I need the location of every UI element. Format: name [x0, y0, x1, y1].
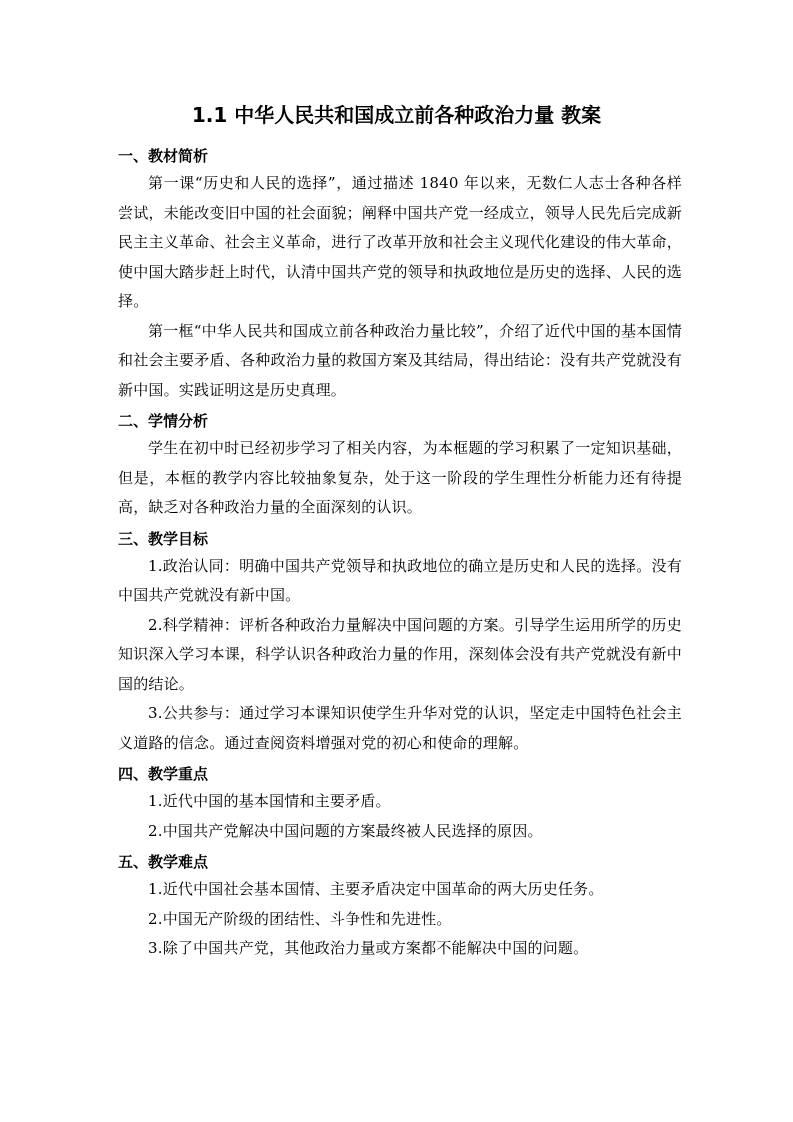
section-key-points — [118, 758, 682, 846]
section-textbook-analysis — [118, 140, 682, 405]
paragraph: 第一课“历史和人民的选择”，通过描述 1840 年以来，无数仁人志士各种各样尝试，未能改变旧中国的社会面貌；阐释中国共产党一经成立，领导人民先后完成新民主主义革命、社会主义革命，进行了改革开放和社会主义现代化建设的伟大革命，使中国大踏步赶上时代，认清中国共产党的领导和执政地位是历史的选择、人民的选择。 — [118, 174, 682, 310]
section-student-analysis — [118, 405, 682, 523]
section-teaching-objectives — [118, 523, 682, 759]
list-item: 1.近代中国社会基本国情、主要矛盾决定中国革命的两大历史任务。 — [148, 880, 604, 898]
list-item: 2.中国无产阶级的团结性、斗争性和先进性。 — [148, 909, 452, 928]
section-heading: 三、教学目标 — [118, 529, 209, 548]
document-body — [118, 140, 682, 964]
section-heading: 四、教学重点 — [118, 765, 209, 783]
section-heading: 二、学情分析 — [118, 412, 209, 430]
section-difficult-points — [118, 846, 682, 964]
list-item: 2.科学精神：评析各种政治力量解决中国问题的方案。引导学生运用所学的历史知识深入学习本课，科学认识各种政治力量的作用，深刻体会没有共产党就没有新中国的结论。 — [118, 615, 682, 693]
section-heading: 一、教材简析 — [118, 147, 209, 165]
section-heading: 五、教学难点 — [118, 853, 209, 871]
list-item: 1.政治认同：明确中国共产党领导和执政地位的确立是历史和人民的选择。没有中国共产党就没有新中国。 — [118, 556, 682, 604]
list-item: 1.近代中国的基本国情和主要矛盾。 — [148, 792, 391, 810]
list-item: 3.除了中国共产党，其他政治力量或方案都不能解决中国的问题。 — [148, 939, 589, 957]
document-title: 1.1 中华人民共和国成立前各种政治力量 教案 — [191, 103, 602, 127]
list-item: 2.中国共产党解决中国问题的方案最终被人民选择的原因。 — [148, 821, 543, 840]
paragraph: 学生在初中时已经初步学习了相关内容，为本框题的学习积累了一定知识基础，但是，本框的教学内容比较抽象复杂，处于这一阶段的学生理性分析能力还有待提高，缺乏对各种政治力量的全面深刻的认识。 — [118, 439, 682, 516]
list-item: 3.公共参与：通过学习本课知识使学生升华对党的认识，坚定走中国特色社会主义道路的信念。通过查阅资料增强对党的初心和使命的理解。 — [118, 704, 682, 752]
paragraph: 第一框“中华人民共和国成立前各种政治力量比较”，介绍了近代中国的基本国情和社会主要矛盾、各种政治力量的救国方案及其结局，得出结论：没有共产党就没有新中国。实践证明这是历史真理。 — [118, 321, 682, 399]
